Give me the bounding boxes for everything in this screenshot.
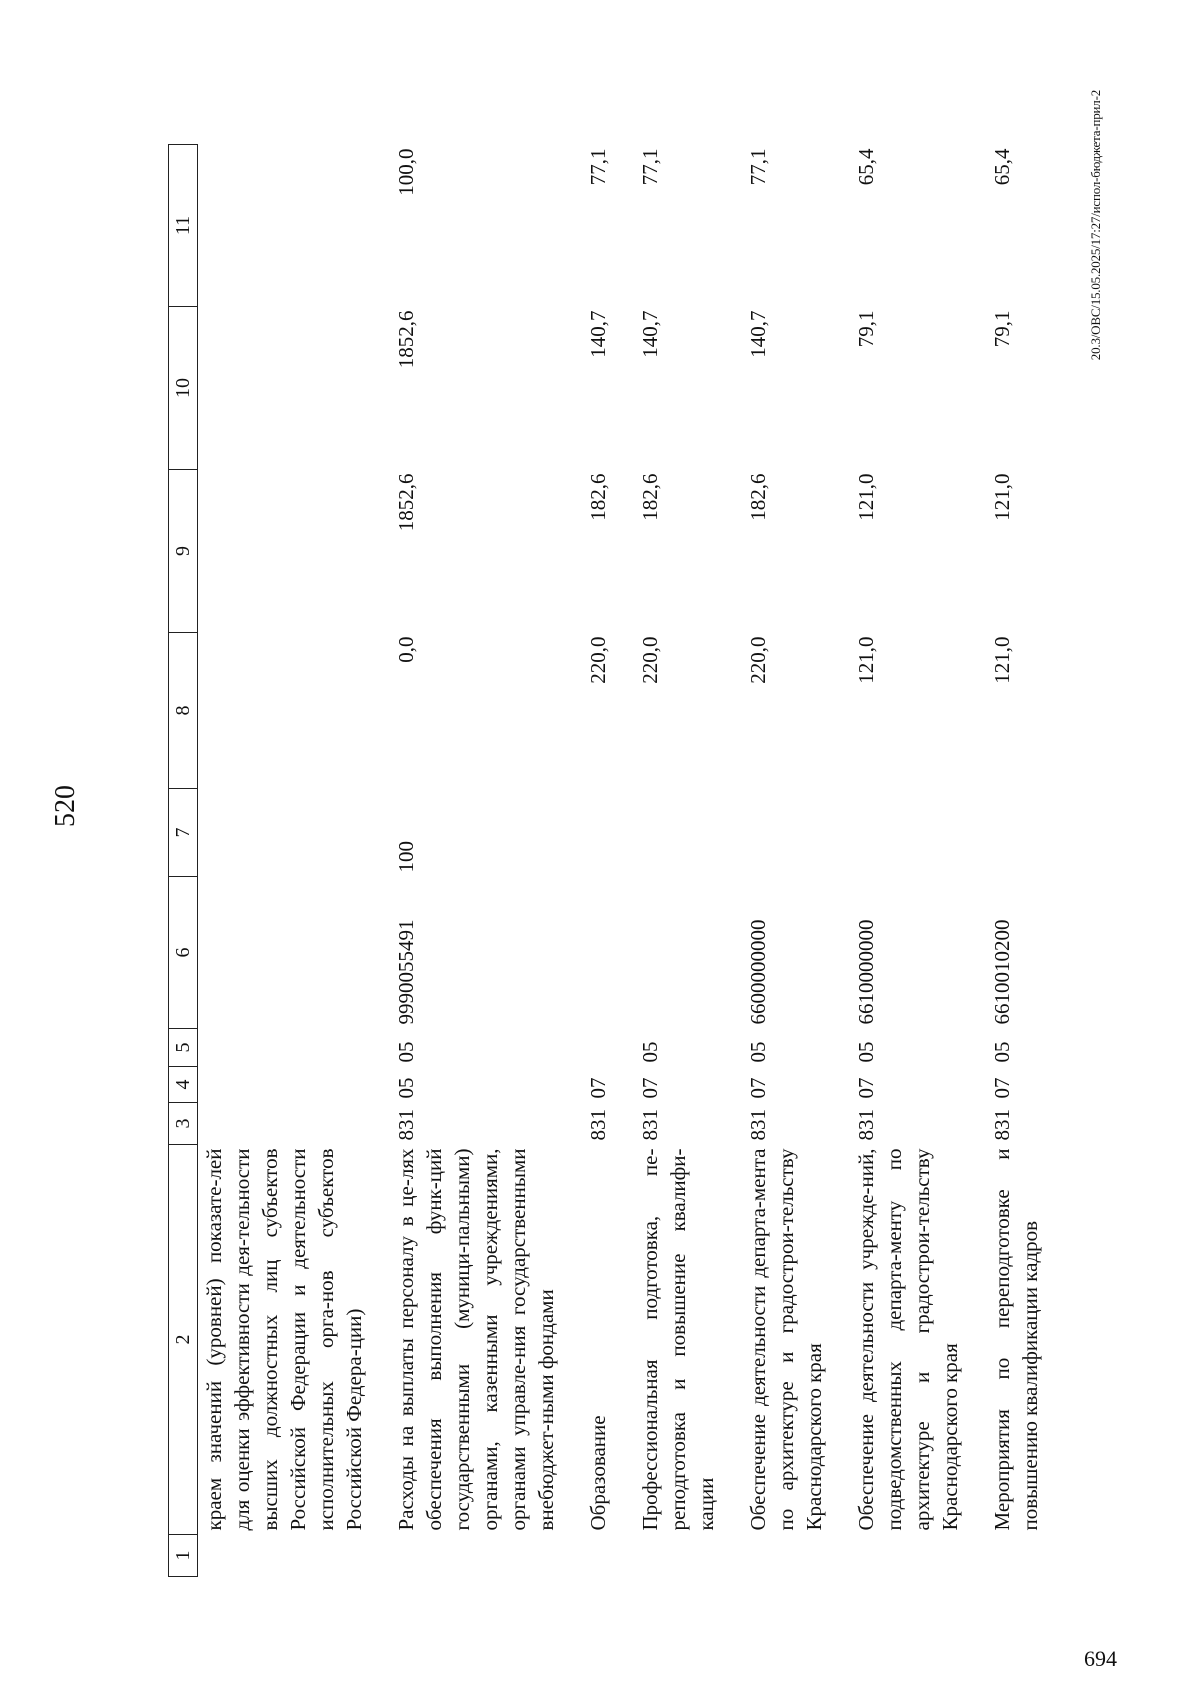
changes-value: 182,6	[638, 473, 662, 521]
changes-value: 121,0	[854, 473, 878, 521]
rz-code: 07	[586, 1077, 610, 1099]
col-header: 11	[169, 145, 198, 307]
changes-value: 182,6	[586, 473, 610, 521]
fact-value: 1852,6	[394, 310, 418, 369]
ved-code: 831	[854, 1109, 878, 1141]
row-name: Образование	[586, 1415, 610, 1531]
fact-value: 79,1	[990, 310, 1014, 348]
plan-value: 220,0	[746, 636, 770, 684]
rz-code: 07	[990, 1077, 1014, 1099]
pr-code: 05	[990, 1041, 1014, 1063]
plan-value: 121,0	[854, 636, 878, 684]
row-name: Мероприятия по переподготовке и повышению квалификации кадров	[990, 1148, 1042, 1531]
csr-code: 6610010200	[990, 919, 1014, 1025]
ved-code: 831	[990, 1109, 1014, 1141]
col-header: 10	[169, 307, 198, 470]
table-row	[198, 145, 387, 1577]
col-header: 3	[169, 1103, 198, 1145]
vr-code	[982, 789, 1062, 877]
pr-code: 05	[394, 1041, 418, 1063]
changes-value: 1852,6	[394, 473, 418, 532]
vr-code	[846, 789, 982, 877]
col-header: 7	[169, 789, 198, 877]
percent-value: 77,1	[638, 148, 662, 186]
fact-value: 140,7	[746, 310, 770, 358]
rz-code: 07	[746, 1077, 770, 1099]
plan-value: 121,0	[990, 636, 1014, 684]
pr-code: 05	[854, 1041, 878, 1063]
vr-code	[578, 789, 630, 877]
percent-value: 65,4	[990, 148, 1014, 186]
col-header: 1	[169, 1535, 198, 1577]
percent-value: 77,1	[586, 148, 610, 186]
percent-value: 77,1	[746, 148, 770, 186]
changes-value: 121,0	[990, 473, 1014, 521]
fact-value: 140,7	[586, 310, 610, 358]
csr-code: 6610000000	[854, 919, 878, 1025]
table-row	[982, 145, 1062, 1577]
table-row	[630, 145, 738, 1577]
col-header: 6	[169, 877, 198, 1029]
row-name: Обеспечение деятельности учрежде-ний, подведомственных департа-менту по архитектуре и градострои-тельству Краснодарского края	[854, 1148, 962, 1531]
fact-value: 140,7	[638, 310, 662, 358]
rz-code: 07	[854, 1077, 878, 1099]
row-name: Обеспечение деятельности департа-мента по архитектуре и градострои-тельству Краснодарского края	[746, 1148, 826, 1531]
changes-value: 182,6	[746, 473, 770, 521]
budget-table-wrapper	[168, 145, 1062, 1577]
vr-code	[630, 789, 738, 877]
fact-value: 79,1	[854, 310, 878, 348]
table-row	[846, 145, 982, 1577]
col-header: 2	[169, 1145, 198, 1535]
csr-code: 9990055491	[394, 919, 418, 1025]
document-footer-code: 20.3/OBC/15.05.2025/17:27/испол-бюджета-прил-2	[1088, 90, 1103, 361]
budget-table	[168, 144, 1062, 1577]
plan-value: 220,0	[638, 636, 662, 684]
page-number-bottom: 694	[1084, 1646, 1117, 1671]
ved-code: 831	[638, 1109, 662, 1141]
percent-value: 100,0	[394, 148, 418, 196]
vr-code: 100	[394, 841, 418, 873]
rz-code: 05	[394, 1077, 418, 1099]
col-header: 5	[169, 1029, 198, 1067]
pr-code	[578, 1029, 630, 1067]
col-header: 9	[169, 470, 198, 633]
table-row	[386, 145, 578, 1577]
row-name: Профессиональная подготовка, пе-реподготовка и повышение квалифи-кации	[638, 1148, 718, 1531]
page-number-top: 520	[50, 785, 81, 827]
csr-code	[630, 877, 738, 1029]
ved-code: 831	[394, 1109, 418, 1141]
csr-code: 6600000000	[746, 919, 770, 1025]
plan-value: 220,0	[586, 636, 610, 684]
table-row	[578, 145, 630, 1577]
vr-code	[738, 789, 846, 877]
row-name: Расходы на выплаты персоналу в це-лях обеспечения выполнения функ-ций государственными (муници-пальными) органами, казенными учреждениями, органами управле-ния государственными внебюджет-ными фондами	[394, 1148, 558, 1531]
ved-code: 831	[746, 1109, 770, 1141]
table-row	[738, 145, 846, 1577]
plan-value: 0,0	[394, 636, 418, 663]
row-name: краем значений (уровней) показате-лей для оценки эффективности дея-тельности высших должностных лиц субъектов Российской Федерации и деятельности исполнительных орга-нов субъектов Российской Федера-ции)	[202, 1148, 366, 1531]
rz-code: 07	[638, 1077, 662, 1099]
col-header: 4	[169, 1067, 198, 1103]
pr-code: 05	[746, 1041, 770, 1063]
col-header: 8	[169, 633, 198, 789]
header-row	[169, 145, 198, 1577]
csr-code	[578, 877, 630, 1029]
pr-code: 05	[638, 1041, 662, 1063]
percent-value: 65,4	[854, 148, 878, 186]
ved-code: 831	[586, 1109, 610, 1141]
